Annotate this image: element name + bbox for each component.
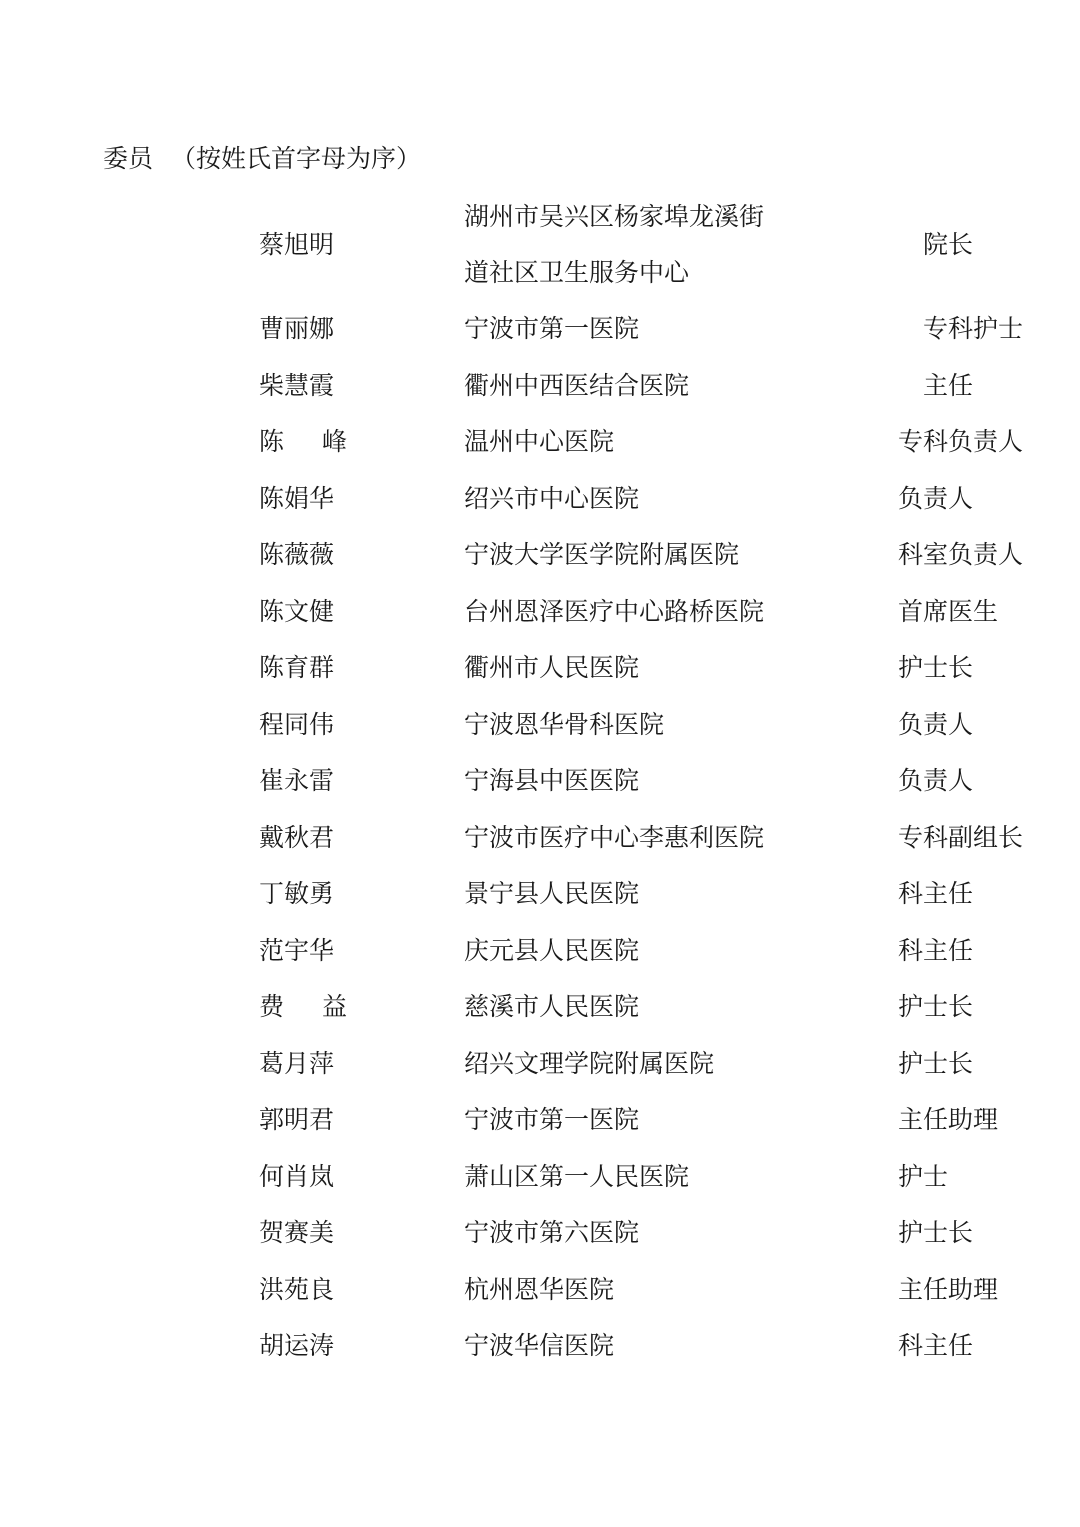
member-name: 范宇华: [259, 936, 335, 965]
member-org: 温州中心医院: [464, 427, 615, 456]
member-name: 胡运涛: [259, 1331, 335, 1360]
member-org: 宁波市第一医院: [464, 314, 640, 343]
member-title: 护士长: [898, 1218, 974, 1247]
member-name: 洪苑良: [259, 1275, 335, 1304]
member-org-line2: 道社区卫生服务中心: [464, 258, 690, 287]
member-name: 戴秋君: [259, 823, 335, 852]
member-org: 宁波市第六医院: [464, 1218, 640, 1247]
member-title: 负责人: [898, 710, 974, 739]
member-name: 陈育群: [259, 653, 335, 682]
member-name: 柴慧霞: [259, 371, 335, 400]
member-name: 崔永雷: [259, 766, 335, 795]
member-org: 景宁县人民医院: [464, 879, 640, 908]
member-title: 院长: [923, 230, 974, 259]
member-title: 专科负责人: [898, 427, 1024, 456]
member-org: 慈溪市人民医院: [464, 992, 640, 1021]
member-org: 绍兴文理学院附属医院: [464, 1049, 715, 1078]
member-org: 宁波恩华骨科医院: [464, 710, 665, 739]
heading-note: （按姓氏首字母为序）: [171, 144, 422, 173]
member-name: 何肖岚: [259, 1162, 335, 1191]
member-title: 护士: [898, 1162, 949, 1191]
member-title: 护士长: [898, 653, 974, 682]
member-title: 负责人: [898, 484, 974, 513]
member-title: 科主任: [898, 1331, 974, 1360]
member-org-line1: 湖州市吴兴区杨家埠龙溪街: [464, 202, 765, 231]
member-org: 绍兴市中心医院: [464, 484, 640, 513]
member-name: 陈薇薇: [259, 540, 335, 569]
member-name: 蔡旭明: [259, 230, 335, 259]
member-org: 宁波市医疗中心李惠利医院: [464, 823, 765, 852]
member-org: 宁波市第一医院: [464, 1105, 640, 1134]
member-name: 陈文健: [259, 597, 335, 626]
member-name: 贺赛美: [259, 1218, 335, 1247]
member-name: 葛月萍: [259, 1049, 335, 1078]
member-org: 宁波华信医院: [464, 1331, 615, 1360]
member-name-first: 费: [259, 992, 285, 1021]
member-name: 程同伟: [259, 710, 335, 739]
member-title: 专科副组长: [898, 823, 1024, 852]
member-name-last: 峰: [322, 427, 348, 456]
member-title: 科室负责人: [898, 540, 1024, 569]
member-title: 护士长: [898, 992, 974, 1021]
member-name: 陈娟华: [259, 484, 335, 513]
member-name: [259, 425, 347, 459]
member-name: 郭明君: [259, 1105, 335, 1134]
member-name: 曹丽娜: [259, 314, 335, 343]
member-title: 首席医生: [898, 597, 999, 626]
member-title: 负责人: [898, 766, 974, 795]
member-name: 丁敏勇: [259, 879, 335, 908]
member-name-last: 益: [322, 992, 348, 1021]
member-org: 衢州市人民医院: [464, 653, 640, 682]
member-org: 宁波大学医学院附属医院: [464, 540, 740, 569]
member-org: 庆元县人民医院: [464, 936, 640, 965]
member-title: 科主任: [898, 936, 974, 965]
member-title: 专科护士: [923, 314, 1024, 343]
member-name-first: 陈: [259, 427, 285, 456]
member-title: 主任: [923, 371, 974, 400]
member-title: 主任助理: [898, 1275, 999, 1304]
member-title: 科主任: [898, 879, 974, 908]
member-org: 衢州中西医结合医院: [464, 371, 690, 400]
member-org: 宁海县中医医院: [464, 766, 640, 795]
member-name: [259, 990, 347, 1024]
member-org: 萧山区第一人民医院: [464, 1162, 690, 1191]
member-org: 杭州恩华医院: [464, 1275, 615, 1304]
member-org: 台州恩泽医疗中心路桥医院: [464, 597, 765, 626]
member-title: 护士长: [898, 1049, 974, 1078]
heading-label: 委员: [103, 144, 154, 173]
member-title: 主任助理: [898, 1105, 999, 1134]
